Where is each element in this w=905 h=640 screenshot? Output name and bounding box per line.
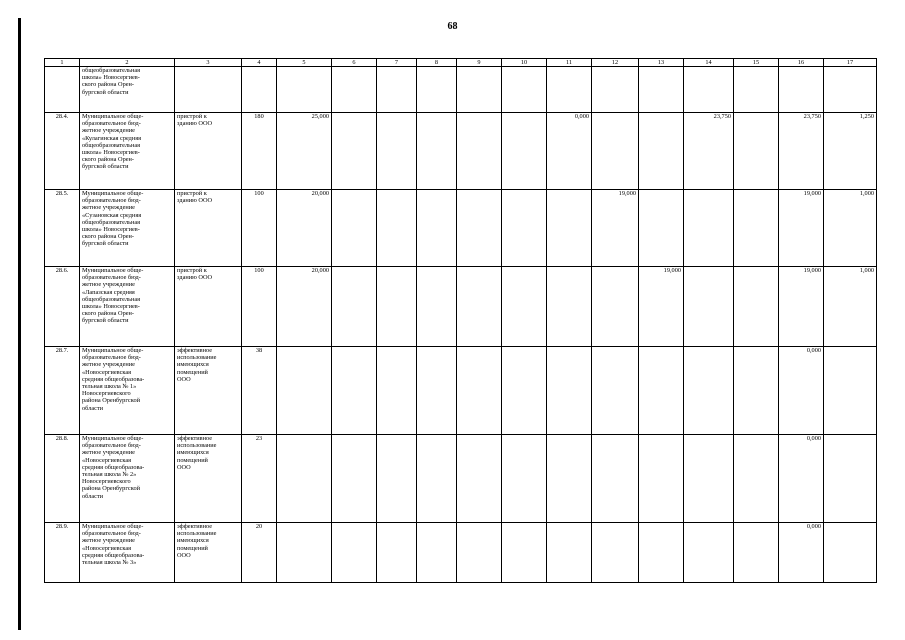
value-cell-col-9 [457,267,502,347]
purpose-cell: эффективное использование имеющихся помещений ООО [175,347,242,435]
row-number-cell: 28.7. [45,347,80,435]
capacity-cell: 38 [242,347,277,435]
value-cell-col-13 [639,435,684,523]
value-cell-col-16: 19,000 [779,190,824,267]
column-header: 14 [684,59,734,67]
value-cell-col-8 [417,113,457,190]
value-cell-col-10 [502,347,547,435]
value-cell-col-7 [377,190,417,267]
value-cell-col-8 [417,435,457,523]
value-cell-col-12 [592,67,639,113]
table-row [45,347,877,435]
column-header: 17 [824,59,877,67]
value-cell-col-6 [332,523,377,583]
value-cell-col-13 [639,190,684,267]
value-cell-col-16: 0,000 [779,523,824,583]
page-number: 68 [447,21,458,32]
row-number-cell: 28.4. [45,113,80,190]
value-cell-col-7 [377,267,417,347]
purpose-cell: пристрой к зданию ООО [175,190,242,267]
value-cell-col-6 [332,67,377,113]
value-cell-col-13 [639,113,684,190]
row-number-cell [45,67,80,113]
header-row [45,59,877,67]
value-cell-col-11 [547,347,592,435]
value-cell-col-14 [684,67,734,113]
value-cell-col-16: 0,000 [779,435,824,523]
value-cell-col-5 [277,67,332,113]
table-row [45,435,877,523]
value-cell-col-9 [457,67,502,113]
value-cell-col-8 [417,523,457,583]
institution-name-cell: Муниципальное обще- образовательное бюд- жетное учреждение «Новосергиевская средняя общеобразова- тельная школа № 2» Новосергиевского района Оренбургской области [80,435,175,523]
value-cell-col-7 [377,347,417,435]
value-cell-col-6 [332,113,377,190]
value-cell-col-12 [592,113,639,190]
value-cell-col-12 [592,267,639,347]
institution-name-cell: Муниципальное обще- образовательное бюд- жетное учреждение «Новосергиевская средняя общеобразова- тельная школа № 3» [80,523,175,583]
value-cell-col-8 [417,347,457,435]
value-cell-col-17: 1,000 [824,190,877,267]
value-cell-col-12 [592,435,639,523]
value-cell-col-15 [734,435,779,523]
row-number-cell: 28.8. [45,435,80,523]
value-cell-col-13 [639,347,684,435]
value-cell-col-6 [332,347,377,435]
value-cell-col-8 [417,190,457,267]
value-cell-col-9 [457,113,502,190]
value-cell-col-6 [332,435,377,523]
institution-name-cell: Муниципальное обще- образовательное бюд- жетное учреждение «Кулагинская средняя общеобразовательная школа» Новосергиев- ского района Орен- бургской области [80,113,175,190]
value-cell-col-7 [377,435,417,523]
value-cell-col-15 [734,523,779,583]
value-cell-col-16 [779,67,824,113]
value-cell-col-15 [734,190,779,267]
capacity-cell: 100 [242,190,277,267]
column-header: 9 [457,59,502,67]
purpose-cell [175,67,242,113]
column-header: 5 [277,59,332,67]
value-cell-col-7 [377,113,417,190]
value-cell-col-11 [547,435,592,523]
value-cell-col-5 [277,347,332,435]
value-cell-col-15 [734,267,779,347]
value-cell-col-7 [377,523,417,583]
column-header: 15 [734,59,779,67]
purpose-cell: пристрой к зданию ООО [175,267,242,347]
purpose-cell: пристрой к зданию ООО [175,113,242,190]
value-cell-col-13 [639,67,684,113]
value-cell-col-11 [547,190,592,267]
column-header: 6 [332,59,377,67]
institution-name-cell: общеобразовательная школа» Новосергиев- ского района Орен- бургской области [80,67,175,113]
purpose-cell: эффективное использование имеющихся помещений ООО [175,523,242,583]
value-cell-col-8 [417,267,457,347]
value-cell-col-17 [824,347,877,435]
row-number-cell: 28.6. [45,267,80,347]
value-cell-col-9 [457,523,502,583]
value-cell-col-7 [377,67,417,113]
institution-name-cell: Муниципальное обще- образовательное бюд- жетное учреждение «Лапазская средняя общеобразовательная школа» Новосергиев- ского района Орен- бургской области [80,267,175,347]
value-cell-col-5 [277,435,332,523]
value-cell-col-14 [684,267,734,347]
value-cell-col-13 [639,523,684,583]
table-row [45,190,877,267]
column-header: 2 [80,59,175,67]
column-header: 3 [175,59,242,67]
page-edge-bar [18,18,21,630]
value-cell-col-16: 19,000 [779,267,824,347]
value-cell-col-5: 20,000 [277,190,332,267]
value-cell-col-15 [734,113,779,190]
capacity-cell: 23 [242,435,277,523]
column-header: 4 [242,59,277,67]
value-cell-col-14: 23,750 [684,113,734,190]
value-cell-col-10 [502,267,547,347]
value-cell-col-17 [824,523,877,583]
column-header: 16 [779,59,824,67]
value-cell-col-9 [457,435,502,523]
value-cell-col-11 [547,523,592,583]
table-row [45,113,877,190]
value-cell-col-14 [684,347,734,435]
column-header: 7 [377,59,417,67]
capacity-cell: 20 [242,523,277,583]
value-cell-col-10 [502,113,547,190]
column-header: 8 [417,59,457,67]
value-cell-col-14 [684,190,734,267]
table-row [45,523,877,583]
value-cell-col-10 [502,67,547,113]
row-number-cell: 28.9. [45,523,80,583]
value-cell-col-14 [684,435,734,523]
value-cell-col-17: 1,250 [824,113,877,190]
value-cell-col-12 [592,523,639,583]
value-cell-col-6 [332,190,377,267]
value-cell-col-16: 23,750 [779,113,824,190]
row-number-cell: 28.5. [45,190,80,267]
value-cell-col-10 [502,435,547,523]
value-cell-col-12 [592,347,639,435]
table-row [45,267,877,347]
value-cell-col-9 [457,190,502,267]
purpose-cell: эффективное использование имеющихся помещений ООО [175,435,242,523]
data-table [44,58,877,583]
column-header: 11 [547,59,592,67]
value-cell-col-11: 0,000 [547,113,592,190]
institution-name-cell: Муниципальное обще- образовательное бюд- жетное учреждение «Новосергиевская средняя общеобразова- тельная школа № 1» Новосергиевского района Оренбургской области [80,347,175,435]
column-header: 10 [502,59,547,67]
value-cell-col-10 [502,523,547,583]
value-cell-col-6 [332,267,377,347]
column-header: 1 [45,59,80,67]
value-cell-col-5: 25,000 [277,113,332,190]
value-cell-col-17: 1,000 [824,267,877,347]
value-cell-col-8 [417,67,457,113]
value-cell-col-17 [824,67,877,113]
capacity-cell [242,67,277,113]
value-cell-col-9 [457,347,502,435]
value-cell-col-12: 19,000 [592,190,639,267]
column-header: 13 [639,59,684,67]
value-cell-col-5: 20,000 [277,267,332,347]
value-cell-col-11 [547,267,592,347]
value-cell-col-17 [824,435,877,523]
value-cell-col-15 [734,347,779,435]
value-cell-col-13: 19,000 [639,267,684,347]
table-row [45,67,877,113]
value-cell-col-15 [734,67,779,113]
value-cell-col-16: 0,000 [779,347,824,435]
capacity-cell: 180 [242,113,277,190]
value-cell-col-10 [502,190,547,267]
value-cell-col-14 [684,523,734,583]
value-cell-col-5 [277,523,332,583]
institution-name-cell: Муниципальное обще- образовательное бюд- жетное учреждение «Сузановская средняя общеобразовательная школа» Новосергиев- ского района Орен- бургской области [80,190,175,267]
capacity-cell: 100 [242,267,277,347]
value-cell-col-11 [547,67,592,113]
column-header: 12 [592,59,639,67]
